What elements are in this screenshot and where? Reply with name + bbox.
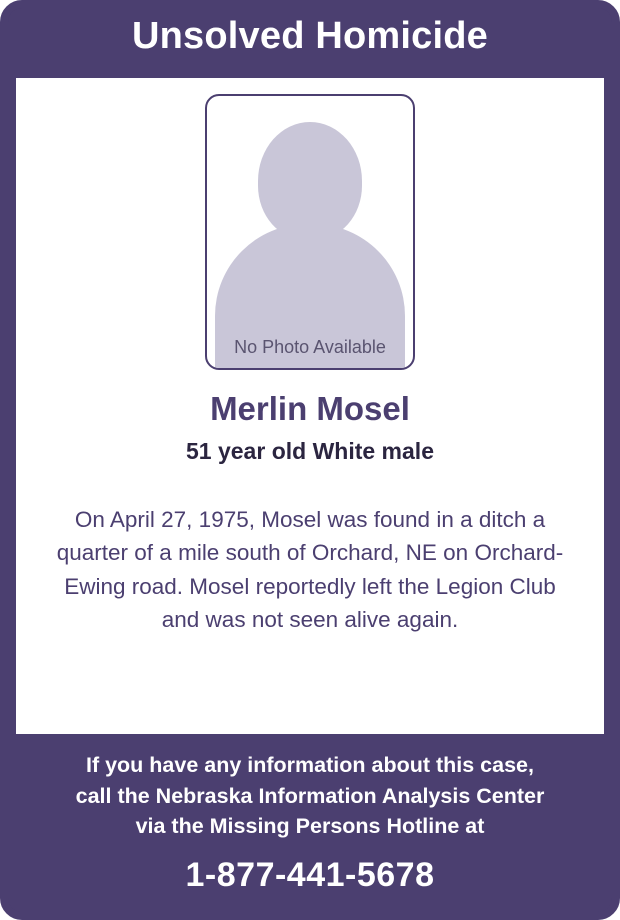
victim-photo-placeholder xyxy=(205,94,415,370)
victim-description: 51 year old White male xyxy=(186,438,434,464)
poster-header xyxy=(8,8,612,70)
case-narrative: On April 27, 1975, Mosel was found in a ditch a quarter of a mile south of Orchard, NE on Orchard-Ewing road. Mosel reportedly left the Legion Club and was not seen alive again. xyxy=(56,507,564,632)
footer-line-3: via the Missing Persons Hotline at xyxy=(135,814,485,839)
victim-name: Merlin Mosel xyxy=(210,390,410,427)
hotline-phone-number[interactable]: 1-877-441-5678 xyxy=(185,855,435,894)
no-photo-label: No Photo Available xyxy=(234,337,386,357)
poster-footer xyxy=(16,734,604,904)
footer-line-2: call the Nebraska Information Analysis Center xyxy=(75,783,545,808)
person-silhouette-icon xyxy=(258,122,362,240)
poster-body xyxy=(16,78,604,734)
footer-line-1: If you have any information about this case, xyxy=(85,753,534,777)
page-title: Unsolved Homicide xyxy=(131,14,489,57)
